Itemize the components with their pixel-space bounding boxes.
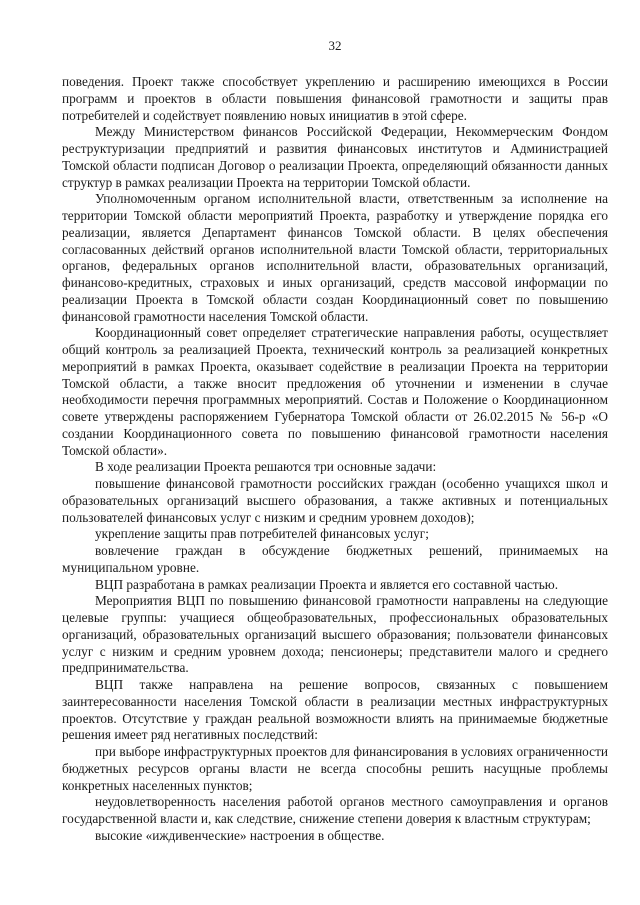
paragraph: Координационный совет определяет стратегические направления работы, осуществляет общий контроль за реализацией Проекта, технический контроль за реализацией конкретных мероприятий в рамках Проекта, оказывает содействие в реализации Проекта на территории Томской области, а также вносит предложения об уточнении и изменении в случае необходимости перечня программных мероприятий. Состав и Положение о Координационном совете утверждены распоряжением Губернатора Томской области от 26.02.2015 № 56-р «О создании Координационного совета по повышению финансовой грамотности населения Томской области». [62, 325, 608, 458]
paragraph: В ходе реализации Проекта решаются три основные задачи: [95, 459, 437, 475]
list-item: высокие «иждивенческие» настроения в обществе. [95, 827, 385, 843]
document-page [62, 0, 608, 845]
paragraph: Между Министерством финансов Российской Федерации, Некоммерческим Фондом реструктуризации предприятий и развития финансовых институтов и Администрацией Томской области подписан Договор о реализации Проекта, определяющий обязанности данных структур в рамках реализации Проекта на территории Томской области. [62, 124, 608, 190]
list-item: неудовлетворенность населения работой органов местного самоуправления и органов государственной власти и, как следствие, снижение степени доверия к властным структурам; [62, 794, 608, 826]
list-item: вовлечение граждан в обсуждение бюджетных решений, принимаемых на муниципальном уровне. [62, 543, 608, 575]
list-item: при выборе инфраструктурных проектов для финансирования в условиях ограниченности бюджетных ресурсов органы власти не всегда способны решить насущные проблемы конкретных населенных пунктов; [62, 744, 608, 793]
list-item: повышение финансовой грамотности российских граждан (особенно учащихся школ и образовательных организаций высшего образования, а также активных и потенциальных пользователей финансовых услуг с низким и средним уровнем доходов); [62, 476, 608, 525]
paragraph: ВЦП также направлена на решение вопросов, связанных с повышением заинтересованности населения Томской области в реализации местных инфраструктурных проектов. Отсутствие у граждан реальной возможности влиять на принимаемые бюджетные решения имеет ряд негативных последствий: [62, 677, 608, 743]
paragraph: ВЦП разработана в рамках реализации Проекта и является его составной частью. [95, 576, 559, 592]
page-number: 32 [328, 38, 342, 53]
document-body [62, 74, 608, 845]
paragraph: Уполномоченным органом исполнительной власти, ответственным за исполнение на территории Томской области мероприятий Проекта, разработку и утверждение порядка его реализации, является Департамент финансов Томской области. В целях обеспечения согласованных действий органов исполнительной власти Томской области, территориальных органов, федеральных органов исполнительной власти, образовательных организаций, финансово-кредитных, страховых и иных организаций, средств массовой информации по реализации Проекта в Томской области создан Координационный совет по повышению финансовой грамотности населения Томской области. [62, 191, 608, 324]
paragraph: Мероприятия ВЦП по повышению финансовой грамотности направлены на следующие целевые группы: учащиеся общеобразовательных, профессиональных образовательных организаций, образовательных организаций высшего образования; пользователи финансовых услуг с низким и средним уровнем дохода; пенсионеры; представители малого и среднего предпринимательства. [62, 593, 608, 676]
list-item: укрепление защиты прав потребителей финансовых услуг; [95, 526, 429, 542]
paragraph: поведения. Проект также способствует укреплению и расширению имеющихся в России программ и проектов в области повышения финансовой грамотности и защиты прав потребителей и содействует появлению новых инициатив в этой сфере. [62, 74, 608, 123]
